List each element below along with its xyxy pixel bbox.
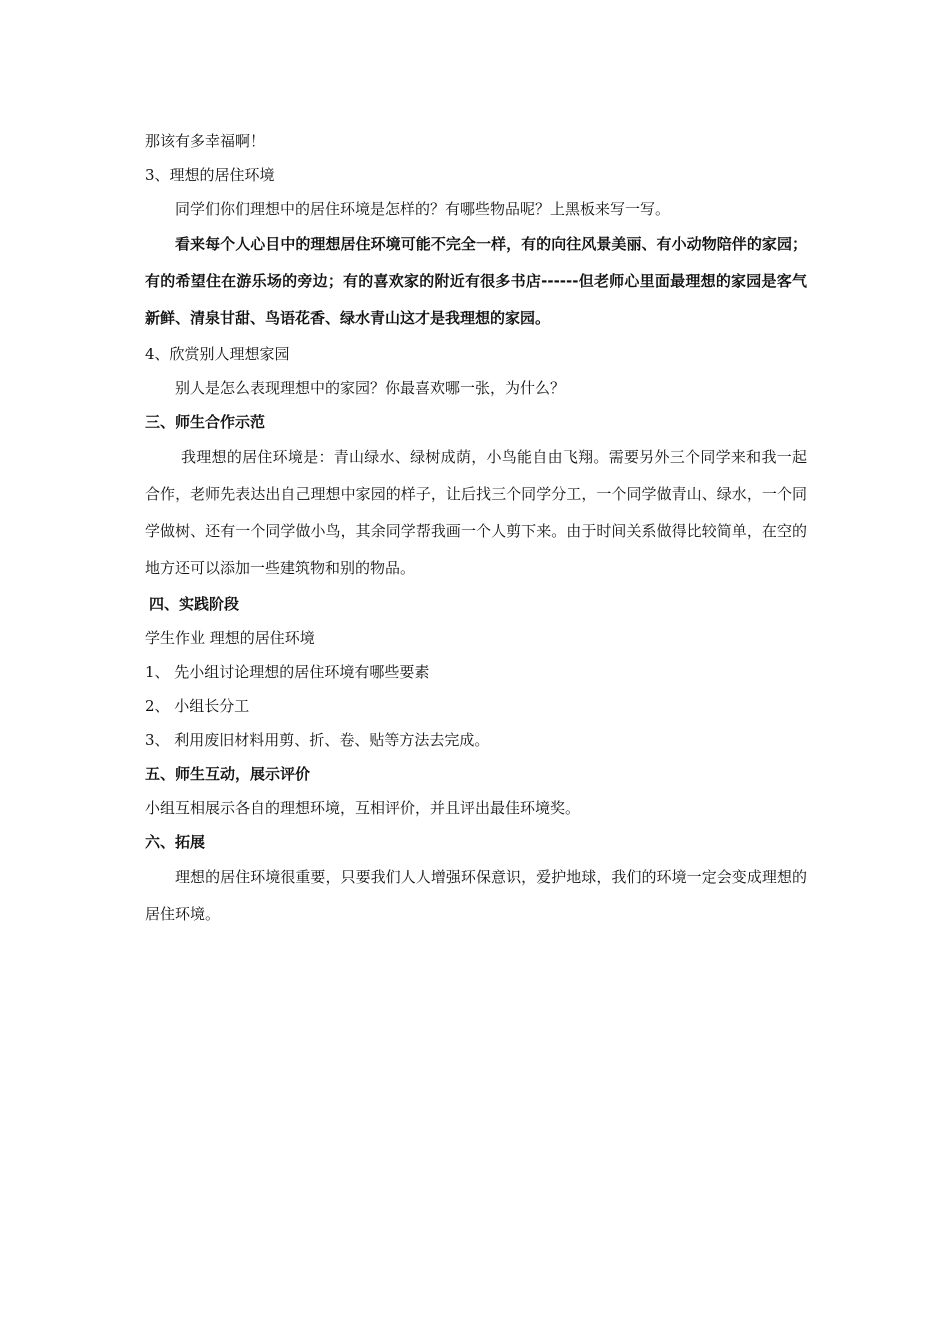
- section4-step: 2、 小组长分工: [145, 697, 250, 715]
- section4-step: 3、 利用废旧材料用剪、折、卷、贴等方法去完成。: [145, 731, 490, 749]
- item4-title: 4、欣赏别人理想家园: [145, 345, 290, 363]
- section4-intro: 学生作业 理想的居住环境: [145, 629, 315, 647]
- text-fragment: 那该有多幸福啊！: [145, 132, 266, 150]
- item3-text: 同学们你们理想中的居住环境是怎样的？有哪些物品呢？上黑板来写一写。: [175, 200, 671, 218]
- section4-heading: 四、实践阶段: [149, 595, 240, 613]
- section6-heading: 六、拓展: [145, 833, 206, 851]
- section5-text: 小组互相展示各自的理想环境，互相评价，并且评出最佳环境奖。: [145, 799, 581, 817]
- bold-paragraph: 看来每个人心目中的理想居住环境可能不完全一样，有的向往风景美丽、有小动物陪伴的家园；有的希望住在游乐场的旁边；有的喜欢家的附近有很多书店------但老师心里面最理想的家园是客气新鲜、清泉甘甜、鸟语花香、绿水青山这才是我理想的家园。: [145, 235, 807, 327]
- document-page: [145, 124, 807, 933]
- item4-text: 别人是怎么表现理想中的家园？你最喜欢哪一张，为什么？: [175, 379, 566, 397]
- item3-title: 3、理想的居住环境: [145, 166, 275, 184]
- section3-text: 我理想的居住环境是：青山绿水、绿树成荫，小鸟能自由飞翔。需要另外三个同学来和我一起合作，老师先表达出自己理想中家园的样子，让后找三个同学分工，一个同学做青山、绿水，一个同学做树、还有一个同学做小鸟，其余同学帮我画一个人剪下来。由于时间关系做得比较简单，在空的地方还可以添加一些建筑物和别的物品。: [145, 448, 807, 577]
- section3-heading: 三、师生合作示范: [145, 413, 266, 431]
- section4-step: 1、 先小组讨论理想的居住环境有哪些要素: [145, 663, 430, 681]
- section6-text: 理想的居住环境很重要，只要我们人人增强环保意识，爱护地球，我们的环境一定会变成理想的居住环境。: [145, 868, 807, 923]
- section5-heading: 五、师生互动，展示评价: [145, 765, 311, 783]
